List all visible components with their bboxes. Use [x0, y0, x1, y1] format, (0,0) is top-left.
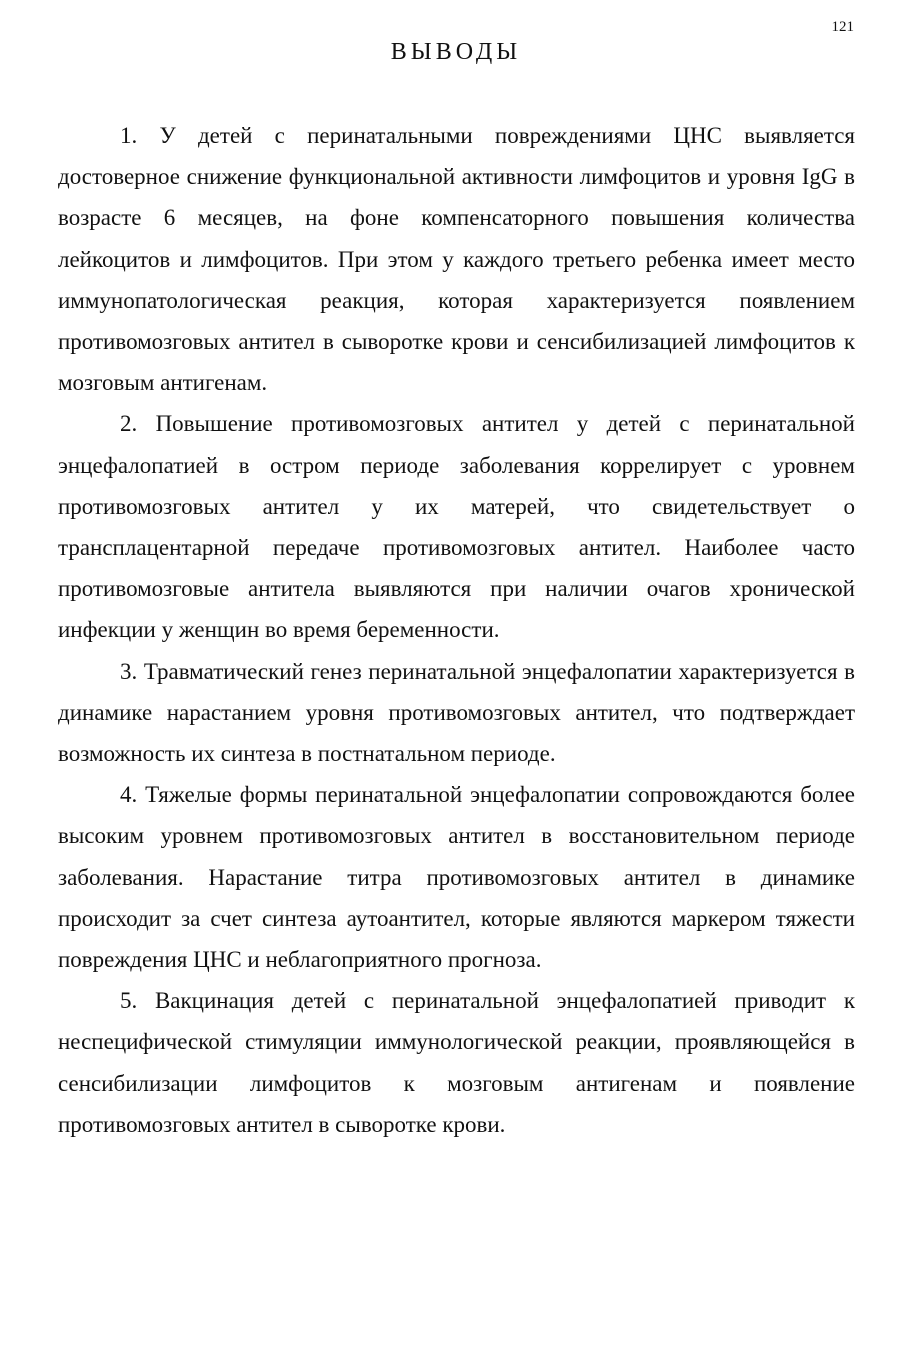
conclusion-2: 2. Повышение противомозговых антител у детей с перинатальной энцефалопатией в остром периоде заболевания коррелирует с уровнем противомозговых антител у их матерей, что свидетельствует о трансплацентарной передаче противомозговых антител. Наиболее часто противомозговые антитела выявляются при наличии очагов хронической инфекции у женщин во время беременности.: [58, 411, 855, 643]
conclusion-3: 3. Травматический генез перинатальной энцефалопатии характеризуется в динамике нарастанием уровня противомозговых антител, что подтверждает возможность их синтеза в постнатальном периоде.: [58, 658, 855, 767]
conclusion-1: 1. У детей с перинатальными повреждениями ЦНС выявляется достоверное снижение функциональной активности лимфоцитов и уровня IgG в возрасте 6 месяцев, на фоне компенсаторного повышения количества лейкоцитов и лимфоцитов. При этом у каждого третьего ребенка имеет место иммунопатологическая реакция, которая характеризуется появлением противомозговых антител в сыворотке крови и сенсибилизацией лимфоцитов к мозговым антигенам.: [58, 123, 855, 396]
conclusion-4: 4. Тяжелые формы перинатальной энцефалопатии сопровождаются более высоким уровнем противомозговых антител в восстановительном периоде заболевания. Нарастание титра противомозговых антител в динамике происходит за счет синтеза аутоантител, которые являются маркером тяжести повреждения ЦНС и неблагоприятного прогноза.: [58, 782, 855, 973]
conclusion-5: 5. Вакцинация детей с перинатальной энцефалопатией приводит к неспецифической стимуляции иммунологической реакции, проявляющейся в сенсибилизации лимфоцитов к мозговым антигенам и появление противомозговых антител в сыворотке крови.: [58, 988, 855, 1137]
page-title: ВЫВОДЫ: [390, 39, 522, 65]
conclusions-list: [58, 115, 855, 1145]
page-number: 121: [831, 19, 854, 35]
